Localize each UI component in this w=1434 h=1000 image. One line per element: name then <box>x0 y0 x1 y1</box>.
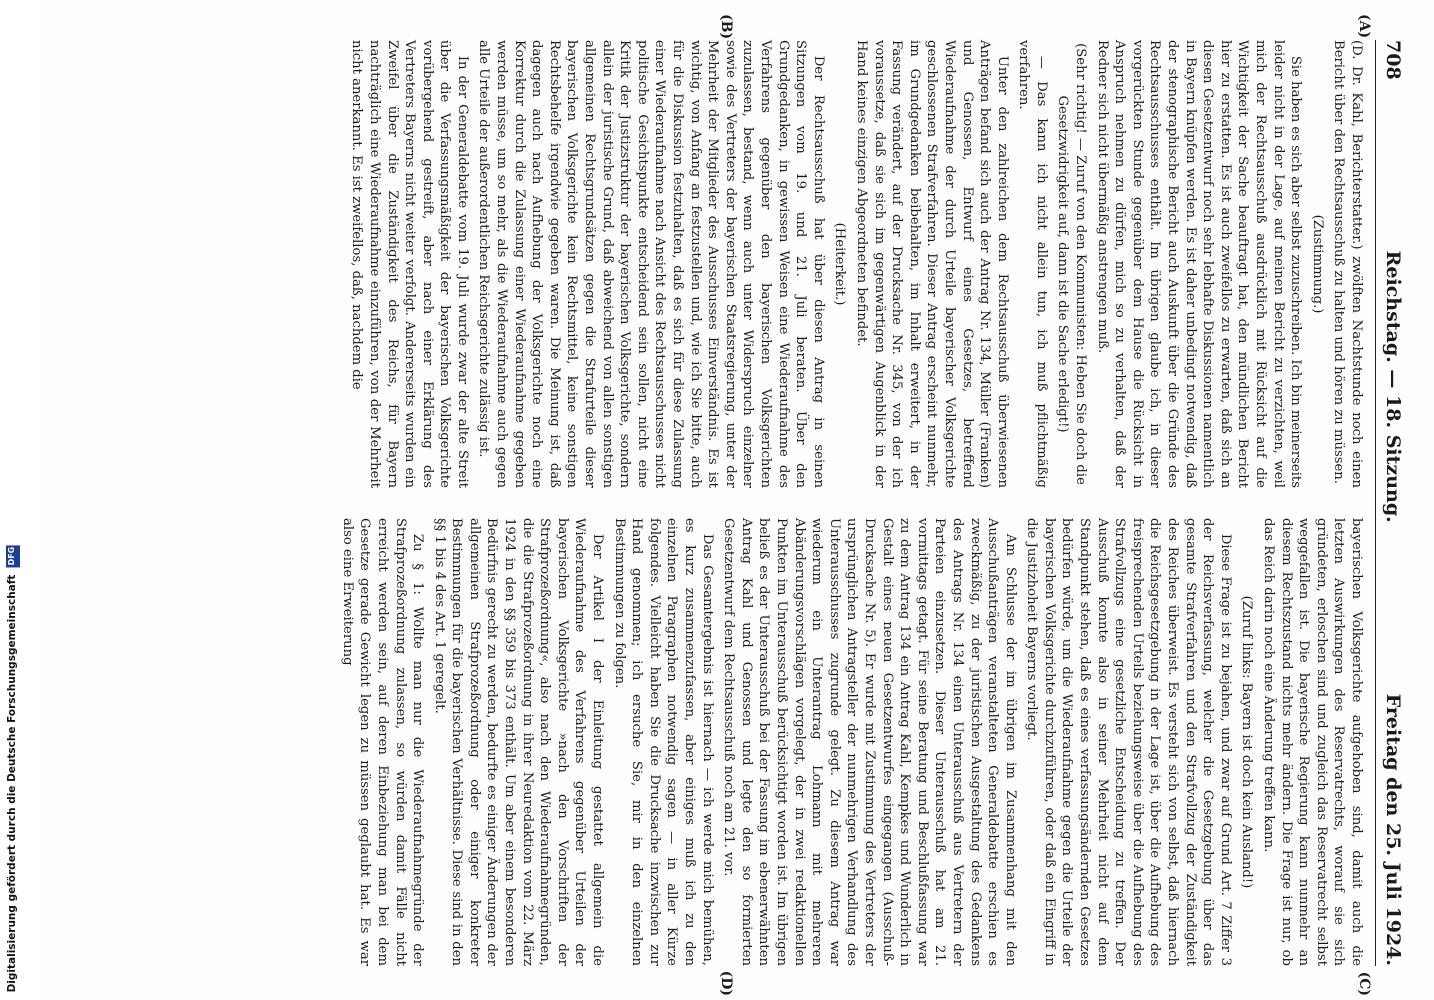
scanned-page <box>40 0 1434 1000</box>
page-header <box>1375 40 1404 966</box>
dfg-logo-icon: DFG <box>6 545 20 567</box>
paragraph: Sie haben es sich aber selbst zuzuschreiben. Ich bin meinerseits leider nicht in der Lage, auf meinen Bericht zu verzichten, weil mich der Rechtsausschuß ausdrücklich mit Rücksicht auf die Wichtigkeit der Sache beauftragt hat, den mündlichen Bericht hier zu erstatten. Es ist auch zweifellos zu erwarten, daß sich an diesen Gesetzentwurf noch sehr lebhafte Diskussionen namentlich in Bayern knüpfen werden. Es ist daher unbedingt notwendig, daß der stenographische Bericht auch Auskunft über die Gründe des Rechtsausschusses enthält. Im übrigen glaube ich, in dieser vorgerückten Stunde gegenüber dem Hause die Rücksicht in Anspruch nehmen zu dürfen, mich so zu verhalten, daß der Redner sich nicht übermäßig anstrengen muß. <box>1094 40 1304 488</box>
paragraph: In der Generaldebatte vom 19. Juli wurde zwar der alte Streit über die Verfassungsmäßigkeit der bayerischen Volksgerichte vorübergehend gestreift, aber nach einer Erklärung des Vertreters Bayerns nicht weiter verfolgt. Andererseits wurden ein Zweifel über die Zuständigkeit des Reichs, für Bayern nachträglich eine Wiederaufnahme einzuführen, von der Mehrheit nicht anerkannt. Es ist zweifellos, daß, nachdem die <box>349 40 470 488</box>
margin-marker-a: (A) <box>1356 14 1372 39</box>
paragraph: — Das kann ich nicht allein tun, ich muß pflichtmäßig verfahren. <box>1016 40 1049 488</box>
paragraph: Diese Frage ist zu bejahen, und zwar auf Grund Art. 7 Ziffer 3 der Reichsverfassung, welcher die Gesetzgebung über das gesamte Strafverfahren und den Strafvollzug der Zuständigkeit des Reiches überweist. Es versteht sich von selbst, daß hiernach die Reichsgesetzgebung in der Lage ist, über die Aufhebung des freisprechenden Urteils beziehungsweise über die Aufhebung des Strafvollzugs eine gesetzliche Entscheidung zu treffen. Der Ausschuß konnte also in seiner Mehrheit nicht auf dem Standpunkt stehen, daß es eines verfassungsändernden Gesetzes bedürfen würde, um die Wiederaufnahme gegen die Urteile der bayerischen Volksgerichte durchzuführen, oder daß ein Eingriff in die Justizhoheit Bayerns vorliegt. <box>1024 518 1233 966</box>
margin-marker-d: (D) <box>718 970 734 996</box>
right-column <box>334 518 1365 966</box>
digitization-note-text: Digitalisierung gefördert durch die Deutsche Forschungsgemeinschaft <box>6 574 18 992</box>
paragraph: Am Schlusse der im übrigen im Zusammenhang mit den Ausschußanträgen veranstalteten Generaldebatte erschien es zweckmäßig, zu der juristischen Ausgestaltung des Gedankens des Antrags Nr. 134 einen Unterausschuß aus Vertretern der Parteien einzusetzen. Dieser Unterausschuß hat am 21. vormittags getagt. Für seine Beratung und Beschlußfassung war zu dem Antrag 134 ein Antrag Kahl, Kempkes und Wunderlich in Gestalt eines neuen Gesetzentwurfes eingegangen (Ausschuß-Drucksache Nr. 5). Er wurde mit Zustimmung des Vertreters der ursprünglichen Antragsteller der nunmehrigen Verhandlung des Unterausschusses zugrunde gelegt. Zu diesem Antrag war wiederum ein Unterantrag Lohmann mit mehreren Abänderungsvorschlägen vorgelegt, der in zwei redaktionellen Punkten im Unterausschuß berücksichtigt worden ist. Im übrigen beließ es der Unterausschuß bei der Fassung im ebenerwähnten Antrag Kahl und Genossen und legte den so formierten Gesetzentwurf dem Rechtsausschuß noch am 21. vor. <box>721 518 1018 966</box>
paragraph: Der Rechtsausschuß hat über diesen Antrag in seinen Sitzungen vom 19. und 21. Juli beraten. Über den Grundgedanken, in gewissen Weisen eine Wiederaufnahme des Verfahrens gegenüber den bayerischen Volksgerichten zuzulassen, bestand, wenn auch unter Widerspruch einzelner sowie des Vertreters der bayerischen Staatsregierung, unter der Mehrheit der Mitglieder des Ausschusses Einverständnis. Es ist wichtig, von Anfang an festzustellen und, wie ich Sie bitte, auch für die Diskussion festzuhalten, daß es sich für diese Zulassung einer Wiederaufnahme nach Ansicht des Rechtsausschusses nicht politische Gesichtspunkte entscheidend sein sollen, nicht eine Kritik der Justizstruktur der bayerischen Volksgerichte, sondern allein der juristische Grund, daß abweichend von allen sonstigen allgemeinen Rechtsgrundsätzen gegen die Strafurteile dieser bayerischen Volksgerichte kein Rechtsmittel, keine sonstigen Rechtsbehelfe irgendwie gegeben waren. Die Meinung ist, daß dagegen auch nach Aufhebung der Volksgerichte noch eine Korrektur durch die Zulassung einer Wiederaufnahme gegeben werden müsse, um so mehr, als die Wiederaufnahme auch gegen alle Urteile der außerordentlichen Reichsgerichte zulässig ist. <box>476 40 826 488</box>
interjection: (Sehr richtig! — Zuruf von den Kommunisten: Heben Sie doch die Gesetzwidrigkeit auf, dann ist die Sache erledigt!) <box>1055 43 1089 485</box>
printed-sheet <box>40 0 1434 1000</box>
interjection: (Zuruf links: Bayern ist doch kein Ausland!) <box>1239 595 1255 889</box>
page-date: Freitag den 25. Juli 1924. <box>1382 693 1404 966</box>
text-columns <box>334 40 1365 966</box>
page-title: Reichstag. — 18. Sitzung. <box>1382 250 1404 523</box>
interjection: (Zustimmung.) <box>1309 214 1325 314</box>
digitization-note <box>6 545 20 992</box>
margin-marker-b: (B) <box>718 14 734 40</box>
paragraph: Der Artikel I der Einleitung gestattet allgemein die Wiederaufnahme des Verfahrens gegenüber Urteilen der bayerischen Volksgerichte »nach den Vorschriften der Strafprozeßordnung«, also nach den Wiederaufnahmegründen, die die Strafprozeßordnung in ihrer Neuredaktion vom 22. März 1924 in den §§ 359 bis 373 enthält. Um aber einem besonderen Bedürfnis gerecht zu werden, bedurfte es einiger Änderungen der allgemeinen Strafprozeßordnung oder einiger konkreter Bestimmungen für die bayerischen Verhältnisse. Diese sind in den §§ 1 bis 4 des Art. 1 geregelt. <box>431 518 606 966</box>
interjection: (Heiterkeit.) <box>832 222 848 306</box>
margin-marker-c: (C) <box>1356 971 1372 996</box>
digitization-strip <box>0 0 34 1000</box>
paragraph: bayerischen Volksgerichte aufgehoben sind, damit auch die letzten Auswirkungen des Reservatrechts, worauf sie sich gründeten, erloschen sind und zugleich das Reservatrecht selbst weggefallen ist. Die bayerische Regierung kann nunmehr an diesem Rechtszustand nichts mehr ändern. Die Frage ist nur, ob das Reich darin noch eine Änderung treffen kann. <box>1261 518 1364 966</box>
left-column <box>334 40 1365 488</box>
paragraph: Unter den zahlreichen dem Rechtsausschuß überwiesenen Anträgen befand sich auch der Antrag Nr. 134, Müller (Franken) und Genossen, Entwurf eines Gesetzes, betreffend Wiederaufnahme der durch Urteile bayerischer Volksgerichte geschlossenen Strafverfahren. Dieser Antrag erscheint nunmehr, im Grundgedanken beibehalten, im Inhalt erweitert, in der Fassung verändert, auf der Drucksache Nr. 345, von der ich voraussetze, daß sie sich im gegenwärtigen Augenblick in der Hand keines einzigen Abgeordneten befindet. <box>853 40 1010 488</box>
paragraph: Das Gesamtergebnis ist hiernach — ich werde mich bemühen, es kurz zusammenzufassen, aber einiges muß ich zu den einzelnen Paragraphen notwendig sagen — in aller Kürze folgendes. Vielleicht haben Sie die Drucksache inzwischen zur Hand genommen; ich ersuche Sie, mir in den einzelnen Bestimmungen zu folgen. <box>611 518 715 966</box>
paragraph: Zu § 1: Wollte man nur die Wiederaufnahmegründe der Strafprozeßordnung zulassen, so würden damit Fälle nicht erreicht werden sein, auf deren Einbeziehung man bei dem Gesetze gerade Gewicht legen zu müssen geglaubt hat. Es war also eine Erweiterung <box>339 518 426 966</box>
page-number: 708 <box>1382 40 1404 80</box>
paragraph: (D. Dr. Kahl, Berichterstatter.) zwölften Nachtstunde noch einen Bericht über den Rechtsausschuß zu halten und hören zu müssen. <box>1331 40 1364 488</box>
